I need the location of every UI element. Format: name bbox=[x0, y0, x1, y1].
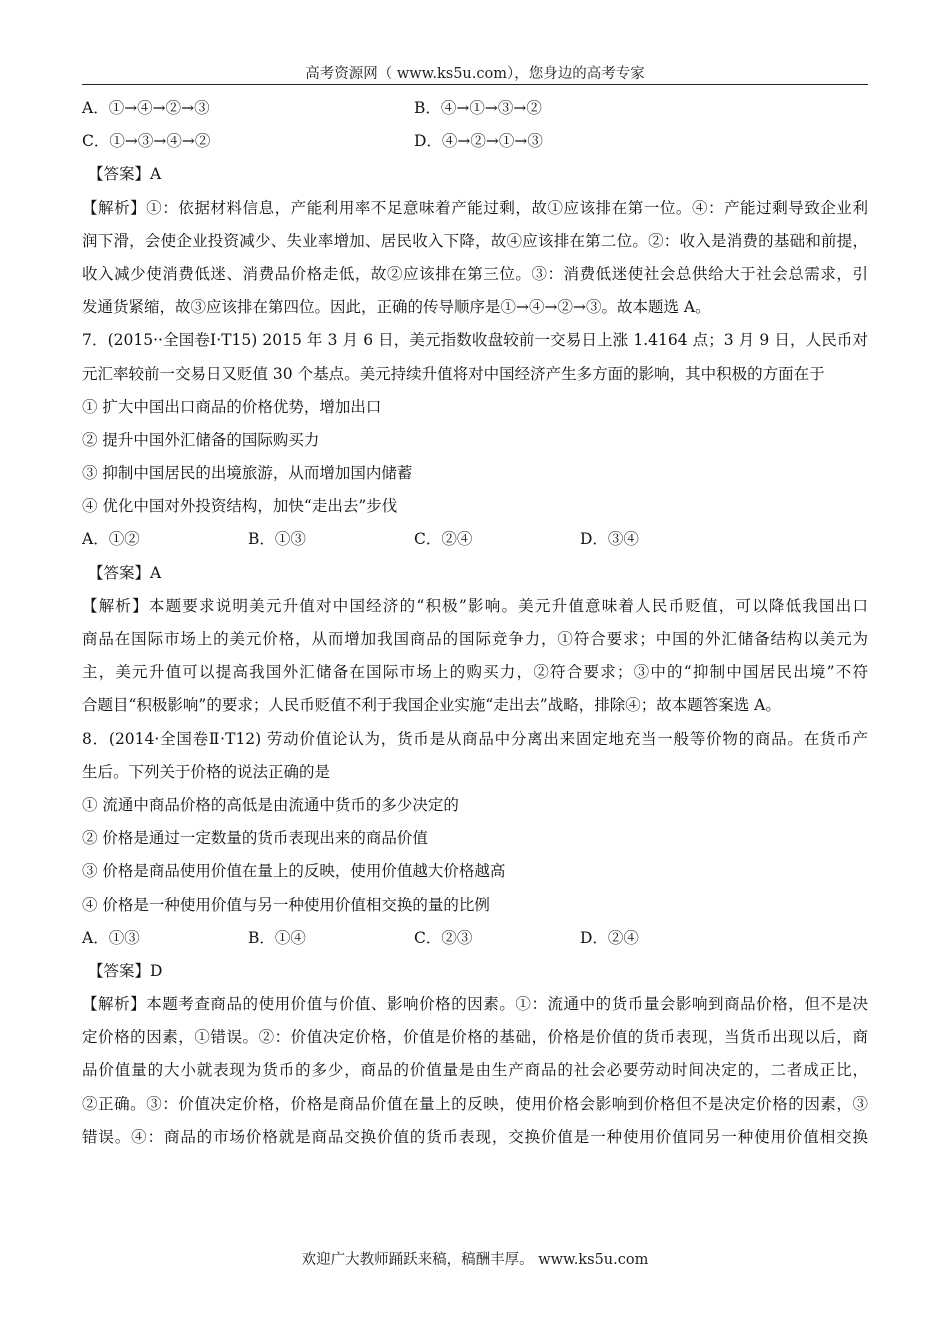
q8-option-b: B．①④ bbox=[248, 928, 306, 947]
q7-options bbox=[82, 523, 868, 556]
q8-answer: 【答案】D bbox=[88, 961, 163, 980]
q6-option-c: C．①→③→④→② bbox=[82, 132, 211, 151]
q8-analysis-line: 品价值量的大小就表现为货币的多少，商品的价值量是由生产商品的社会必要劳动时间决定的，二者成正比， bbox=[82, 1061, 868, 1080]
q8-analysis-line: 【解析】本题考查商品的使用价值与价值、影响价格的因素。①：流通中的货币量会影响到商品价格，但不是决 bbox=[82, 995, 868, 1014]
document-body bbox=[82, 92, 868, 1154]
q7-answer: 【答案】A bbox=[88, 563, 162, 582]
q7-analysis-line: 主，美元升值可以提高我国外汇储备在国际市场上的购买力，②符合要求；③中的“抑制中国居民出境”不符 bbox=[82, 663, 868, 682]
q8-analysis-line: ②正确。③：价值决定价格，价格是商品价值在量上的反映，使用价格会影响到价格但不是决定价格的因素，③ bbox=[82, 1094, 868, 1113]
q7-item: ② 提升中国外汇储备的国际购买力 bbox=[82, 430, 320, 449]
q6-options-row-1 bbox=[82, 92, 868, 125]
q7-stem-line: 7．(2015··全国卷Ⅰ·T15) 2015 年 3 月 6 日，美元指数收盘较前一交易日上涨 1.4164 点；3 月 9 日，人民币对 bbox=[82, 331, 868, 350]
q8-options bbox=[82, 922, 868, 955]
header-divider bbox=[82, 84, 868, 85]
q6-option-b: B．④→①→③→② bbox=[414, 99, 542, 117]
q8-item: ② 价格是通过一定数量的货币表现出来的商品价值 bbox=[82, 829, 428, 848]
q6-analysis-line: 润下滑，会使企业投资减少、失业率增加、居民收入下降，故④应该排在第二位。②：收入是消费的基础和前提， bbox=[82, 231, 868, 250]
q6-analysis-line: 【解析】①：依据材料信息，产能利用率不足意味着产能过剩，故①应该排在第一位。④：产能过剩导致企业利 bbox=[82, 198, 868, 217]
q6-option-a: A．①→④→②→③ bbox=[82, 99, 210, 117]
q7-option-c: C．②④ bbox=[414, 530, 473, 549]
q8-option-d: D．②④ bbox=[580, 928, 639, 947]
q6-option-d: D．④→②→①→③ bbox=[414, 132, 543, 151]
q8-item: ③ 价格是商品使用价值在量上的反映，使用价值越大价格越高 bbox=[82, 862, 506, 881]
q7-option-d: D．③④ bbox=[580, 530, 639, 549]
q7-analysis-line: 合题目“积极影响”的要求；人民币贬值不利于我国企业实施“走出去”战略，排除④；故本题答案选 A。 bbox=[82, 696, 781, 715]
q8-option-c: C．②③ bbox=[414, 928, 473, 947]
q7-analysis-line: 商品在国际市场上的美元价格，从而增加我国商品的国际竞争力，①符合要求；中国的外汇储备结构以美元为 bbox=[82, 630, 868, 648]
page-footer: 欢迎广大教师踊跃来稿，稿酬丰厚。 www.ks5u.com bbox=[301, 1252, 649, 1268]
q6-analysis-line: 收入减少使消费低迷、消费品价格走低，故②应该排在第三位。③：消费低迷使社会总供给大于社会总需求，引 bbox=[82, 264, 868, 283]
q8-item: ① 流通中商品价格的高低是由流通中货币的多少决定的 bbox=[82, 795, 459, 814]
q7-item: ① 扩大中国出口商品的价格优势，增加出口 bbox=[82, 397, 382, 416]
q8-analysis-line: 错误。④：商品的市场价格就是商品交换价值的货币表现，交换价值是一种使用价值同另一种使用价值相交换 bbox=[82, 1127, 868, 1146]
q7-item: ④ 优化中国对外投资结构，加快“走出去”步伐 bbox=[82, 497, 398, 516]
q8-stem-line: 生后。下列关于价格的说法正确的是 bbox=[82, 762, 331, 781]
q7-option-b: B．①③ bbox=[248, 530, 306, 549]
q7-analysis-line: 【解析】本题要求说明美元升值对中国经济的“积极”影响。美元升值意味着人民币贬值，可以降低我国出口 bbox=[82, 596, 868, 615]
q6-analysis-line: 发通货紧缩，故③应该排在第四位。因此，正确的传导顺序是①→④→②→③。故本题选 A。 bbox=[82, 298, 711, 317]
q6-options-row-2 bbox=[82, 125, 868, 158]
q7-option-a: A．①② bbox=[82, 530, 140, 549]
q8-item: ④ 价格是一种使用价值与另一种使用价值相交换的量的比例 bbox=[82, 895, 490, 914]
q7-stem-line: 元汇率较前一交易日又贬值 30 个基点。美元持续升值将对中国经济产生多方面的影响，其中积极的方面在于 bbox=[82, 364, 825, 383]
q8-analysis-line: 定价格的因素，①错误。②：价值决定价格，价值是价格的基础，价格是价值的货币表现，当货币出现以后，商 bbox=[82, 1028, 868, 1047]
page-header: 高考资源网（ www.ks5u.com），您身边的高考专家 bbox=[305, 66, 645, 82]
q6-answer: 【答案】A bbox=[88, 165, 162, 184]
q8-stem-line: 8．(2014·全国卷Ⅱ·T12) 劳动价值论认为，货币是从商品中分离出来固定地充当一般等价物的商品。在货币产 bbox=[82, 729, 868, 748]
q8-option-a: A．①③ bbox=[82, 928, 140, 947]
q7-item: ③ 抑制中国居民的出境旅游，从而增加国内储蓄 bbox=[82, 464, 413, 483]
